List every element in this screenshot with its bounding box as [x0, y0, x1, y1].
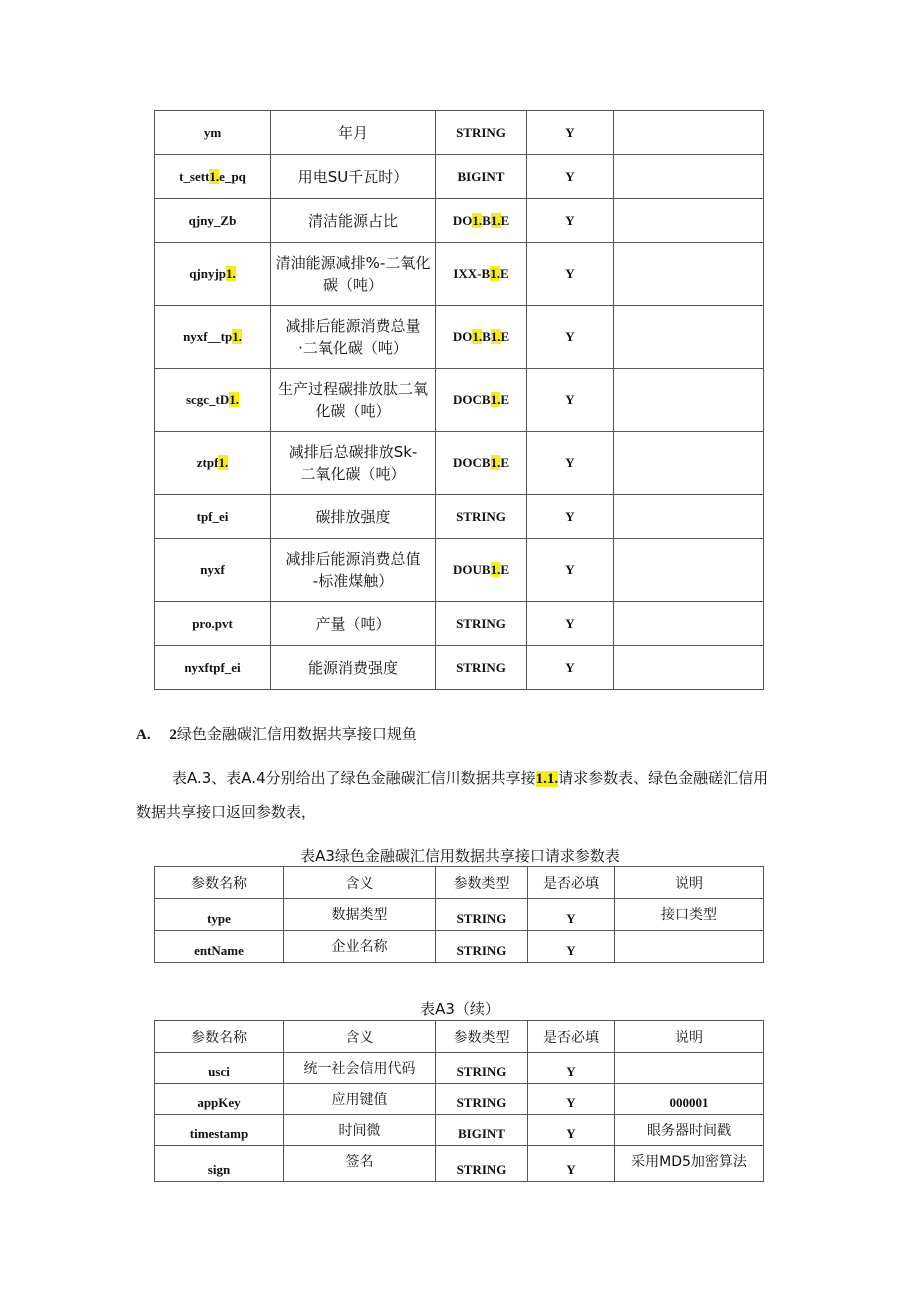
param-name-cell: type — [155, 899, 284, 931]
table3-caption: 表A3（续） — [420, 1000, 500, 1018]
field-name-cell — [155, 602, 271, 646]
cell-text: qjny_Zb — [188, 212, 237, 228]
carbon-field-table — [154, 110, 764, 690]
table2-caption: 表A3绿色金融碳汇信用数据共享接口请求参数表 — [300, 847, 620, 865]
field-name-cell — [155, 243, 271, 306]
param-type-cell: BIGINT — [436, 1115, 528, 1146]
param-meaning-cell: 统一社会信用代码 — [284, 1053, 436, 1084]
cell-text: t_sett — [179, 168, 210, 184]
cell-text: DO — [452, 329, 473, 344]
field-name-cell — [155, 495, 271, 539]
field-meaning-cell — [271, 199, 436, 243]
note-cell — [614, 243, 764, 306]
note-cell — [614, 432, 764, 495]
header-cell: 是否必填 — [528, 1021, 615, 1053]
field-meaning-cell — [271, 243, 436, 306]
required-cell: Y — [527, 495, 614, 539]
highlight-mark: 1. — [490, 455, 501, 470]
description-cell: 000001 — [615, 1084, 764, 1115]
highlight-mark: 1. — [209, 168, 220, 184]
required-cell: Y — [527, 155, 614, 199]
header-cell: 参数类型 — [436, 867, 528, 899]
cell-text: E — [500, 455, 509, 470]
cell-text: E — [500, 212, 510, 228]
table-row — [155, 931, 764, 963]
header-cell: 说明 — [615, 1021, 764, 1053]
description-cell — [615, 1053, 764, 1084]
section-heading — [136, 723, 417, 744]
highlight-mark: 1. — [232, 329, 242, 344]
cell-text: e_pq — [219, 168, 246, 184]
cell-text: qjnyjp — [189, 266, 227, 281]
field-type-cell — [436, 155, 527, 199]
field-type-cell — [436, 369, 527, 432]
field-name-cell — [155, 306, 271, 369]
meaning-line: ·二氧化碳（吨） — [298, 339, 408, 357]
table-row — [155, 369, 764, 432]
highlight-mark: 1. — [490, 212, 501, 228]
field-type-cell — [436, 111, 527, 155]
required-cell: Y — [527, 306, 614, 369]
note-cell — [614, 306, 764, 369]
field-meaning-cell — [271, 432, 436, 495]
highlight-mark: 1. — [218, 455, 229, 470]
cell-text: nyxf — [200, 562, 225, 577]
field-meaning-cell — [271, 539, 436, 602]
required-cell: Y — [527, 602, 614, 646]
header-cell: 参数类型 — [436, 1021, 528, 1053]
param-meaning-cell: 签名 — [284, 1146, 436, 1182]
paragraph-highlight: 1.1. — [535, 771, 559, 787]
cell-text: scgc_tD — [185, 392, 230, 407]
required-cell: Y — [528, 1084, 615, 1115]
field-meaning-cell — [271, 155, 436, 199]
cell-text: DOUB — [453, 562, 491, 577]
header-cell: 含义 — [284, 1021, 436, 1053]
table-row — [155, 899, 764, 931]
highlight-mark: 1. — [226, 266, 236, 281]
field-meaning-cell — [271, 111, 436, 155]
required-cell: Y — [528, 931, 615, 963]
meaning-line: 清油能源减排%-二氧化 — [275, 254, 431, 272]
required-cell: Y — [527, 539, 614, 602]
param-meaning-cell: 企业名称 — [284, 931, 436, 963]
table-row — [155, 1053, 764, 1084]
required-cell: Y — [527, 199, 614, 243]
meaning-line: 用电SU千瓦时） — [297, 167, 409, 186]
field-name-cell — [155, 539, 271, 602]
required-cell: Y — [528, 899, 615, 931]
header-cell: 说明 — [615, 867, 764, 899]
cell-text: ztpf — [196, 455, 219, 470]
highlight-mark: 1. — [490, 562, 501, 577]
cell-text: B — [482, 329, 491, 344]
table-row — [155, 199, 764, 243]
table-row — [155, 1146, 764, 1182]
required-cell: Y — [528, 1115, 615, 1146]
highlight-mark: 1. — [472, 212, 483, 228]
meaning-line: 能源消费强度 — [307, 658, 398, 677]
cell-text: nyxftpf_ei — [184, 659, 241, 675]
meaning-line: 年月 — [337, 123, 368, 142]
note-cell — [614, 155, 764, 199]
required-cell: Y — [527, 432, 614, 495]
param-meaning-cell: 应用键值 — [284, 1084, 436, 1115]
param-type-cell: STRING — [436, 1146, 528, 1182]
paragraph-line-2: 数据共享接口返回参数表， — [136, 803, 317, 821]
table-row — [155, 646, 764, 690]
table-row — [155, 1115, 764, 1146]
header-row — [155, 1021, 764, 1053]
heading-prefix: A. — [136, 727, 151, 743]
highlight-mark: 1. — [490, 329, 501, 344]
field-type-cell — [436, 243, 527, 306]
param-meaning-cell: 时间微 — [284, 1115, 436, 1146]
cell-text: E — [500, 329, 510, 344]
cell-text: DOCB — [453, 455, 491, 470]
table-row — [155, 495, 764, 539]
note-cell — [614, 602, 764, 646]
description-cell: 眼务器时间戳 — [615, 1115, 764, 1146]
field-name-cell — [155, 199, 271, 243]
header-cell: 参数名称 — [155, 1021, 284, 1053]
table-row — [155, 432, 764, 495]
cell-text: pro.pvt — [192, 615, 233, 631]
heading-text: 绿色金融碳汇信用数据共享接口规鱼 — [176, 725, 417, 743]
request-params-table — [154, 866, 764, 963]
meaning-line: 碳（吨） — [322, 276, 383, 294]
field-meaning-cell — [271, 602, 436, 646]
highlight-mark: 1. — [490, 392, 501, 407]
field-meaning-cell — [271, 369, 436, 432]
param-meaning-cell: 数据类型 — [284, 899, 436, 931]
note-cell — [614, 199, 764, 243]
header-cell: 是否必填 — [528, 867, 615, 899]
cell-text: STRING — [456, 124, 506, 140]
cell-text: IXX-B — [453, 266, 491, 281]
cell-text: DO — [452, 212, 473, 228]
field-meaning-cell — [271, 495, 436, 539]
table-row — [155, 539, 764, 602]
header-row — [155, 867, 764, 899]
description-cell: 采用MD5加密算法 — [615, 1146, 764, 1182]
description-cell — [615, 931, 764, 963]
cell-text: STRING — [456, 615, 506, 631]
required-cell: Y — [527, 243, 614, 306]
field-name-cell — [155, 155, 271, 199]
param-name-cell: timestamp — [155, 1115, 284, 1146]
meaning-line: 清洁能源占比 — [307, 211, 398, 230]
note-cell — [614, 646, 764, 690]
field-name-cell — [155, 646, 271, 690]
table-row — [155, 602, 764, 646]
field-type-cell — [436, 432, 527, 495]
meaning-line: 减排后能源消费总值 — [285, 550, 421, 568]
cell-text: B — [482, 212, 491, 228]
note-cell — [614, 111, 764, 155]
meaning-line: 化碳（吨） — [315, 402, 391, 420]
meaning-line: 生产过程碳排放肽二氧 — [277, 380, 428, 398]
request-params-table-continued — [154, 1020, 764, 1182]
param-type-cell: STRING — [436, 931, 528, 963]
cell-text: nyxf__tp — [183, 329, 233, 344]
param-type-cell: STRING — [436, 1053, 528, 1084]
paragraph-part-2: 请求参数表、绿色金融磋汇信用 — [558, 769, 769, 787]
description-cell: 接口类型 — [615, 899, 764, 931]
paragraph-part-1: 表A.3、表A.4分别给出了绿色金融碳汇信川数据共享接 — [172, 769, 536, 787]
table-row — [155, 1084, 764, 1115]
field-name-cell — [155, 369, 271, 432]
note-cell — [614, 369, 764, 432]
field-meaning-cell — [271, 306, 436, 369]
meaning-line: 减排后总碳排放Sk- — [288, 443, 418, 461]
intro-paragraph — [136, 762, 786, 829]
field-type-cell — [436, 646, 527, 690]
field-type-cell — [436, 495, 527, 539]
cell-text: E — [499, 266, 509, 281]
cell-text: DOCB — [453, 392, 491, 407]
meaning-line: 二氧化碳（吨） — [300, 465, 406, 483]
required-cell: Y — [527, 369, 614, 432]
field-name-cell — [155, 432, 271, 495]
param-name-cell: sign — [155, 1146, 284, 1182]
table-row — [155, 155, 764, 199]
highlight-mark: 1. — [472, 329, 483, 344]
highlight-mark: 1. — [490, 266, 500, 281]
header-cell: 参数名称 — [155, 867, 284, 899]
field-type-cell — [436, 602, 527, 646]
required-cell: Y — [527, 111, 614, 155]
cell-text: E — [500, 562, 509, 577]
param-name-cell: usci — [155, 1053, 284, 1084]
cell-text: STRING — [456, 508, 506, 524]
meaning-line: 产量（吨） — [315, 614, 391, 633]
note-cell — [614, 539, 764, 602]
param-name-cell: appKey — [155, 1084, 284, 1115]
cell-text: ym — [203, 124, 222, 140]
note-cell — [614, 495, 764, 539]
field-name-cell — [155, 111, 271, 155]
table-row — [155, 306, 764, 369]
header-cell: 含义 — [284, 867, 436, 899]
required-cell: Y — [528, 1053, 615, 1084]
table-row — [155, 111, 764, 155]
field-type-cell — [436, 306, 527, 369]
param-type-cell: STRING — [436, 899, 528, 931]
table-row — [155, 243, 764, 306]
cell-text: BIGINT — [457, 168, 505, 184]
heading-number: 2 — [169, 727, 177, 743]
cell-text: tpf_ei — [196, 508, 229, 524]
meaning-line: -标准煤触） — [312, 572, 394, 590]
meaning-line: 减排后能源消费总量 — [285, 317, 421, 335]
field-type-cell — [436, 199, 527, 243]
required-cell: Y — [528, 1146, 615, 1182]
field-type-cell — [436, 539, 527, 602]
required-cell: Y — [527, 646, 614, 690]
field-meaning-cell — [271, 646, 436, 690]
cell-text: E — [500, 392, 509, 407]
cell-text: STRING — [456, 659, 506, 675]
param-type-cell: STRING — [436, 1084, 528, 1115]
highlight-mark: 1. — [229, 392, 240, 407]
meaning-line: 碳排放强度 — [315, 507, 391, 526]
param-name-cell: entName — [155, 931, 284, 963]
